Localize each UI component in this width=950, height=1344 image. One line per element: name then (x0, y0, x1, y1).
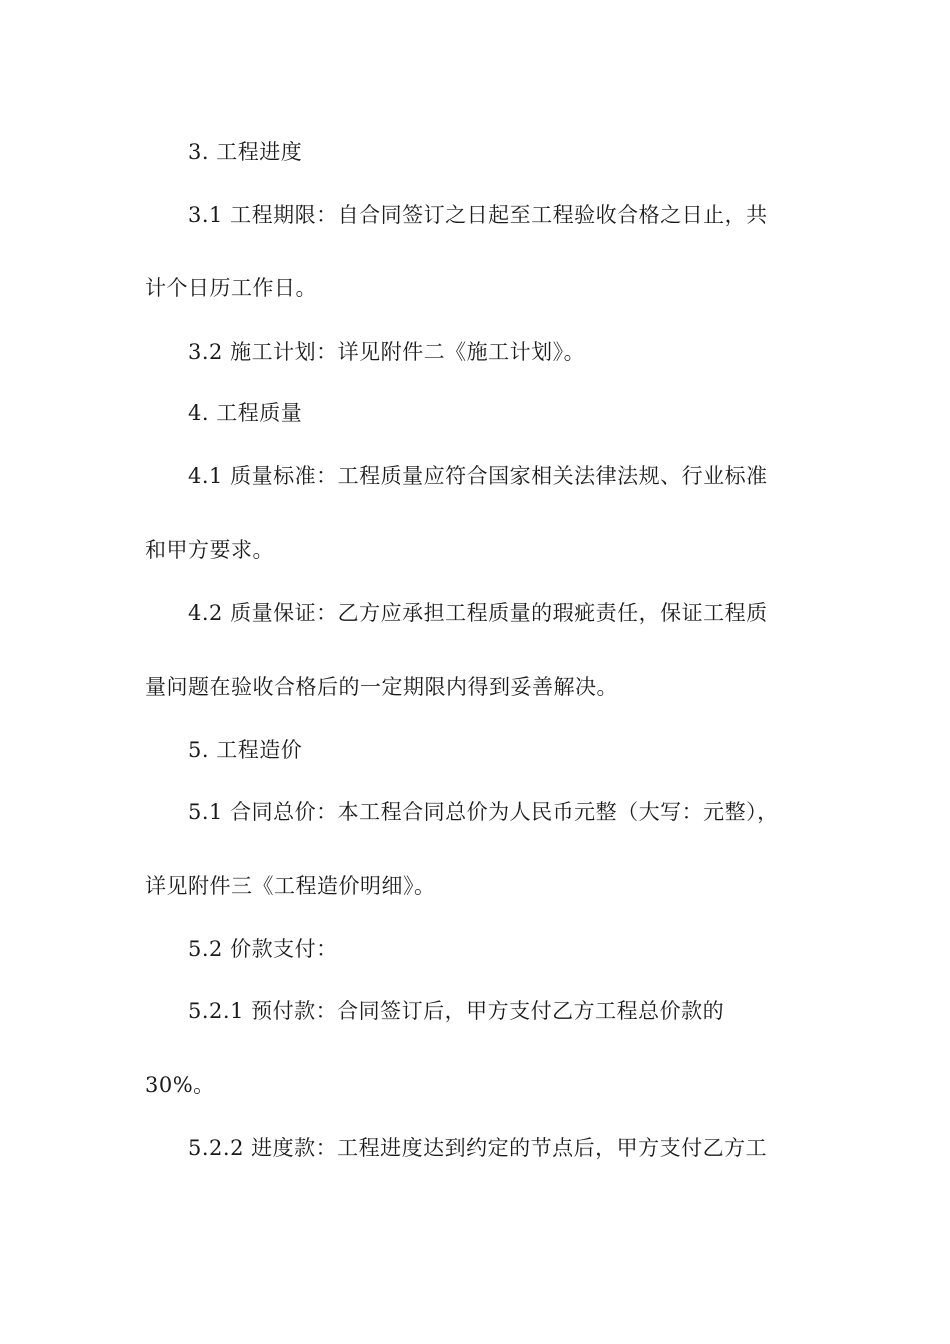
paragraph-5-2-2-line-1: 5.2.2 进度款：工程进度达到约定的节点后，甲方支付乙方工 (188, 1136, 768, 1160)
paragraph-4-2-line-2: 量问题在验收合格后的一定期限内得到妥善解决。 (145, 675, 618, 699)
paragraph-4-1-line-1: 4.1 质量标准：工程质量应符合国家相关法律法规、行业标准 (188, 464, 768, 488)
paragraph-3-1-line-1: 3.1 工程期限：自合同签订之日起至工程验收合格之日止，共 (188, 203, 768, 227)
paragraph-5-1-line-1: 5.1 合同总价：本工程合同总价为人民币元整（大写：元整）， (188, 800, 779, 824)
paragraph-5-2-1-line-2: 30%。 (145, 1073, 215, 1097)
section-heading-3: 3. 工程进度 (188, 140, 303, 164)
paragraph-5-2: 5.2 价款支付： (188, 937, 338, 961)
paragraph-3-2: 3.2 施工计划：详见附件二《施工计划》。 (188, 340, 586, 364)
paragraph-3-1-line-2: 计个日历工作日。 (145, 276, 317, 300)
paragraph-4-2-line-1: 4.2 质量保证：乙方应承担工程质量的瑕疵责任，保证工程质 (188, 601, 768, 625)
paragraph-4-1-line-2: 和甲方要求。 (145, 538, 274, 562)
paragraph-5-1-line-2: 详见附件三《工程造价明细》。 (145, 874, 436, 898)
section-heading-4: 4. 工程质量 (188, 401, 303, 425)
paragraph-5-2-1-line-1: 5.2.1 预付款：合同签订后，甲方支付乙方工程总价款的 (188, 999, 725, 1023)
section-heading-5: 5. 工程造价 (188, 738, 303, 762)
